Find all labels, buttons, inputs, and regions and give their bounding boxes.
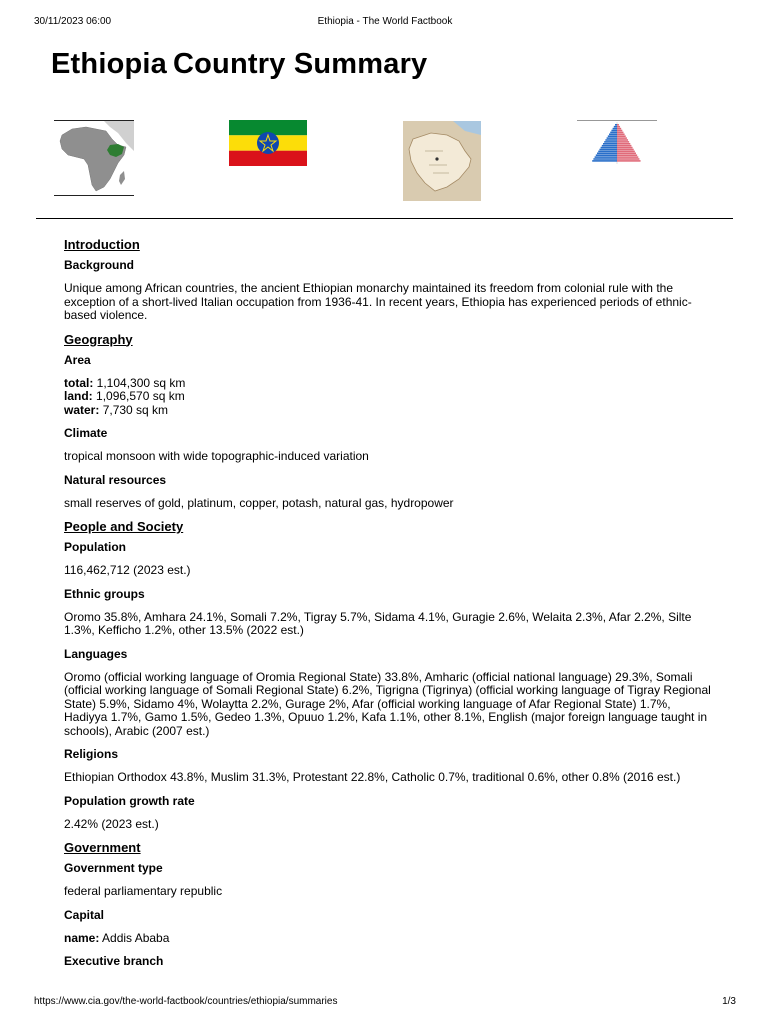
summary-content: [64, 237, 714, 978]
print-header: [34, 16, 736, 30]
population-pyramid-icon[interactable]: [577, 120, 657, 166]
page-number: 1/3: [722, 996, 736, 1007]
field-religions-text: Ethiopian Orthodox 43.8%, Muslim 31.3%, Protestant 22.8%, Catholic 0.7%, traditional 0.6%, other 0.8% (2016 est.): [64, 770, 681, 784]
africa-locator-map-icon[interactable]: [54, 120, 134, 196]
field-population-label: Population: [64, 540, 126, 554]
area-total: total: 1,104,300 sq km: [64, 375, 186, 390]
print-url: https://www.cia.gov/the-world-factbook/countries/ethiopia/summaries: [34, 996, 338, 1007]
field-natural-resources-label: Natural resources: [64, 472, 167, 487]
page-title-suffix: Country Summary: [173, 48, 428, 80]
field-languages-label: Languages: [64, 646, 128, 661]
ethiopia-flag-icon[interactable]: [229, 120, 307, 166]
field-languages-text: Oromo (official working language of Oromia Regional State) 33.8%, Amharic (official national language) 29.3%, Somali (official working language of Somali Regional State) 6.2%, Tigrigna (Tigrinya) (official working language of Tigray Regional State) 5.9%, Sidamo 4%, Wolaytta 2.2%, Gurage 2%, Afar (official working language of Afar Regional State) 1.7%, Hadiyya 1.7%, Gamo 1.5%, Gedeo 1.3%, Opuuo 1.2%, Kafa 1.1%, other 8.1%, English (major foreign language taught in schools), Arabic (2007 est.): [64, 669, 711, 738]
print-tab-title: Ethiopia - The World Factbook: [317, 16, 453, 27]
print-date: 30/11/2023 06:00: [34, 16, 112, 27]
field-background-text: Unique among African countries, the ancient Ethiopian monarchy maintained its freedom from colonial rule with the exception of a short-lived Italian occupation from 1936-41. In recent years, Ethiopia has experienced periods of ethnic-based violence.: [64, 281, 692, 322]
area-land: land: 1,096,570 sq km: [64, 389, 185, 403]
field-government-type-text: federal parliamentary republic: [64, 884, 223, 898]
area-water: water: 7,730 sq km: [64, 402, 169, 417]
field-population-text: 116,462,712 (2023 est.): [64, 563, 191, 577]
field-growth-rate-text: 2.42% (2023 est.): [64, 816, 159, 831]
field-area-label: Area: [64, 352, 91, 367]
page-title: [51, 48, 427, 81]
section-people-and-society: People and Society: [64, 519, 184, 534]
page-title-country: Ethiopia: [51, 48, 167, 80]
print-footer: [34, 996, 736, 1010]
section-government: Government: [64, 840, 141, 855]
field-executive-branch-label: Executive branch: [64, 954, 164, 968]
field-ethnic-groups-label: Ethnic groups: [64, 586, 145, 601]
header-divider: [36, 218, 733, 219]
field-government-type-label: Government type: [64, 861, 163, 875]
ethiopia-map-icon[interactable]: [403, 121, 481, 201]
field-natural-resources-text: small reserves of gold, platinum, copper, potash, natural gas, hydropower: [64, 495, 454, 510]
section-geography: Geography: [64, 331, 133, 347]
field-climate-text: tropical monsoon with wide topographic-induced variation: [64, 449, 369, 463]
field-capital-name: name: Addis Ababa: [64, 930, 170, 945]
field-background-label: Background: [64, 258, 135, 272]
field-ethnic-groups-text: Oromo 35.8%, Amhara 24.1%, Somali 7.2%, Tigray 5.7%, Sidama 4.1%, Guragie 2.6%, Welaita 2.3%, Afar 2.2%, Silte 1.3%, Kefficho 1.2%, other 13.5% (2022 est.): [64, 609, 692, 637]
field-area-values: [64, 377, 714, 418]
section-introduction: Introduction: [64, 237, 140, 252]
field-capital-label: Capital: [64, 907, 105, 922]
field-religions-label: Religions: [64, 747, 119, 761]
field-growth-rate-label: Population growth rate: [64, 793, 195, 808]
field-climate-label: Climate: [64, 426, 108, 440]
